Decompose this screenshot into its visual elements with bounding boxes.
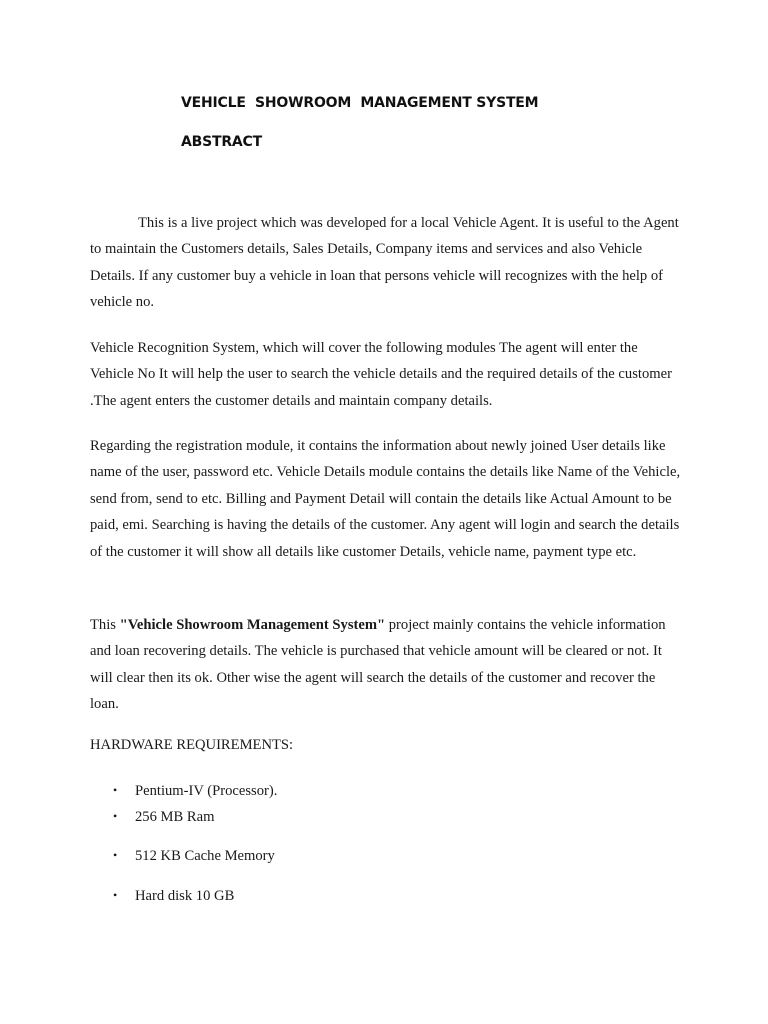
paragraph-intro: This is a live project which was developed for a local Vehicle Agent. It is useful to the Agent to maintain the Customers details, Sales Details, Company items and services and also Vehicle Details. If any customer buy a vehicle in loan that persons vehicle will recognizes with the help of vehicle no. <box>90 215 679 311</box>
paragraph-summary-bold: "Vehicle Showroom Management System" <box>119 617 386 633</box>
paragraph-summary-suffix: project mainly contains the vehicle information and loan recovering details. The vehicle is purchased that vehicle amount will be cleared or not. It will clear then its ok. Other wise the agent will search the details of the customer and recover the loan. <box>90 617 666 713</box>
list-item <box>113 848 275 865</box>
bullet-icon: • <box>113 848 118 862</box>
bullet-icon: • <box>113 888 118 902</box>
paragraph-summary-prefix: This <box>90 617 120 633</box>
document-title: VEHICLE SHOWROOM MANAGEMENT SYSTEM <box>181 95 539 111</box>
section-heading-abstract: ABSTRACT <box>181 134 262 150</box>
paragraph-modules: Vehicle Recognition System, which will cover the following modules The agent will enter the Vehicle No It will help the user to search the vehicle details and the required details of the customer .The agent enters the customer details and maintain company details. <box>90 340 672 409</box>
list-item-label: 512 KB Cache Memory <box>135 848 275 864</box>
paragraph-registration: Regarding the registration module, it contains the information about newly joined User details like name of the user, password etc. Vehicle Details module contains the details like Name of the Vehicle, send from, send to etc. Billing and Payment Detail will contain the details like Actual Amount to be paid, emi. Searching is having the details of the customer. Any agent will login and search the details of the customer it will show all details like customer Details, vehicle name, payment type etc. <box>90 438 681 560</box>
list-item-label: 256 MB Ram <box>135 809 215 825</box>
paragraph-summary <box>90 612 682 718</box>
list-item-label: Hard disk 10 GB <box>135 888 235 904</box>
hardware-requirements-heading: HARDWARE REQUIREMENTS: <box>90 737 294 753</box>
list-item <box>113 783 277 800</box>
list-item <box>113 809 214 826</box>
list-item <box>113 888 234 905</box>
bullet-icon: • <box>113 783 118 797</box>
list-item-label: Pentium-IV (Processor). <box>135 783 278 799</box>
bullet-icon: • <box>113 809 118 823</box>
